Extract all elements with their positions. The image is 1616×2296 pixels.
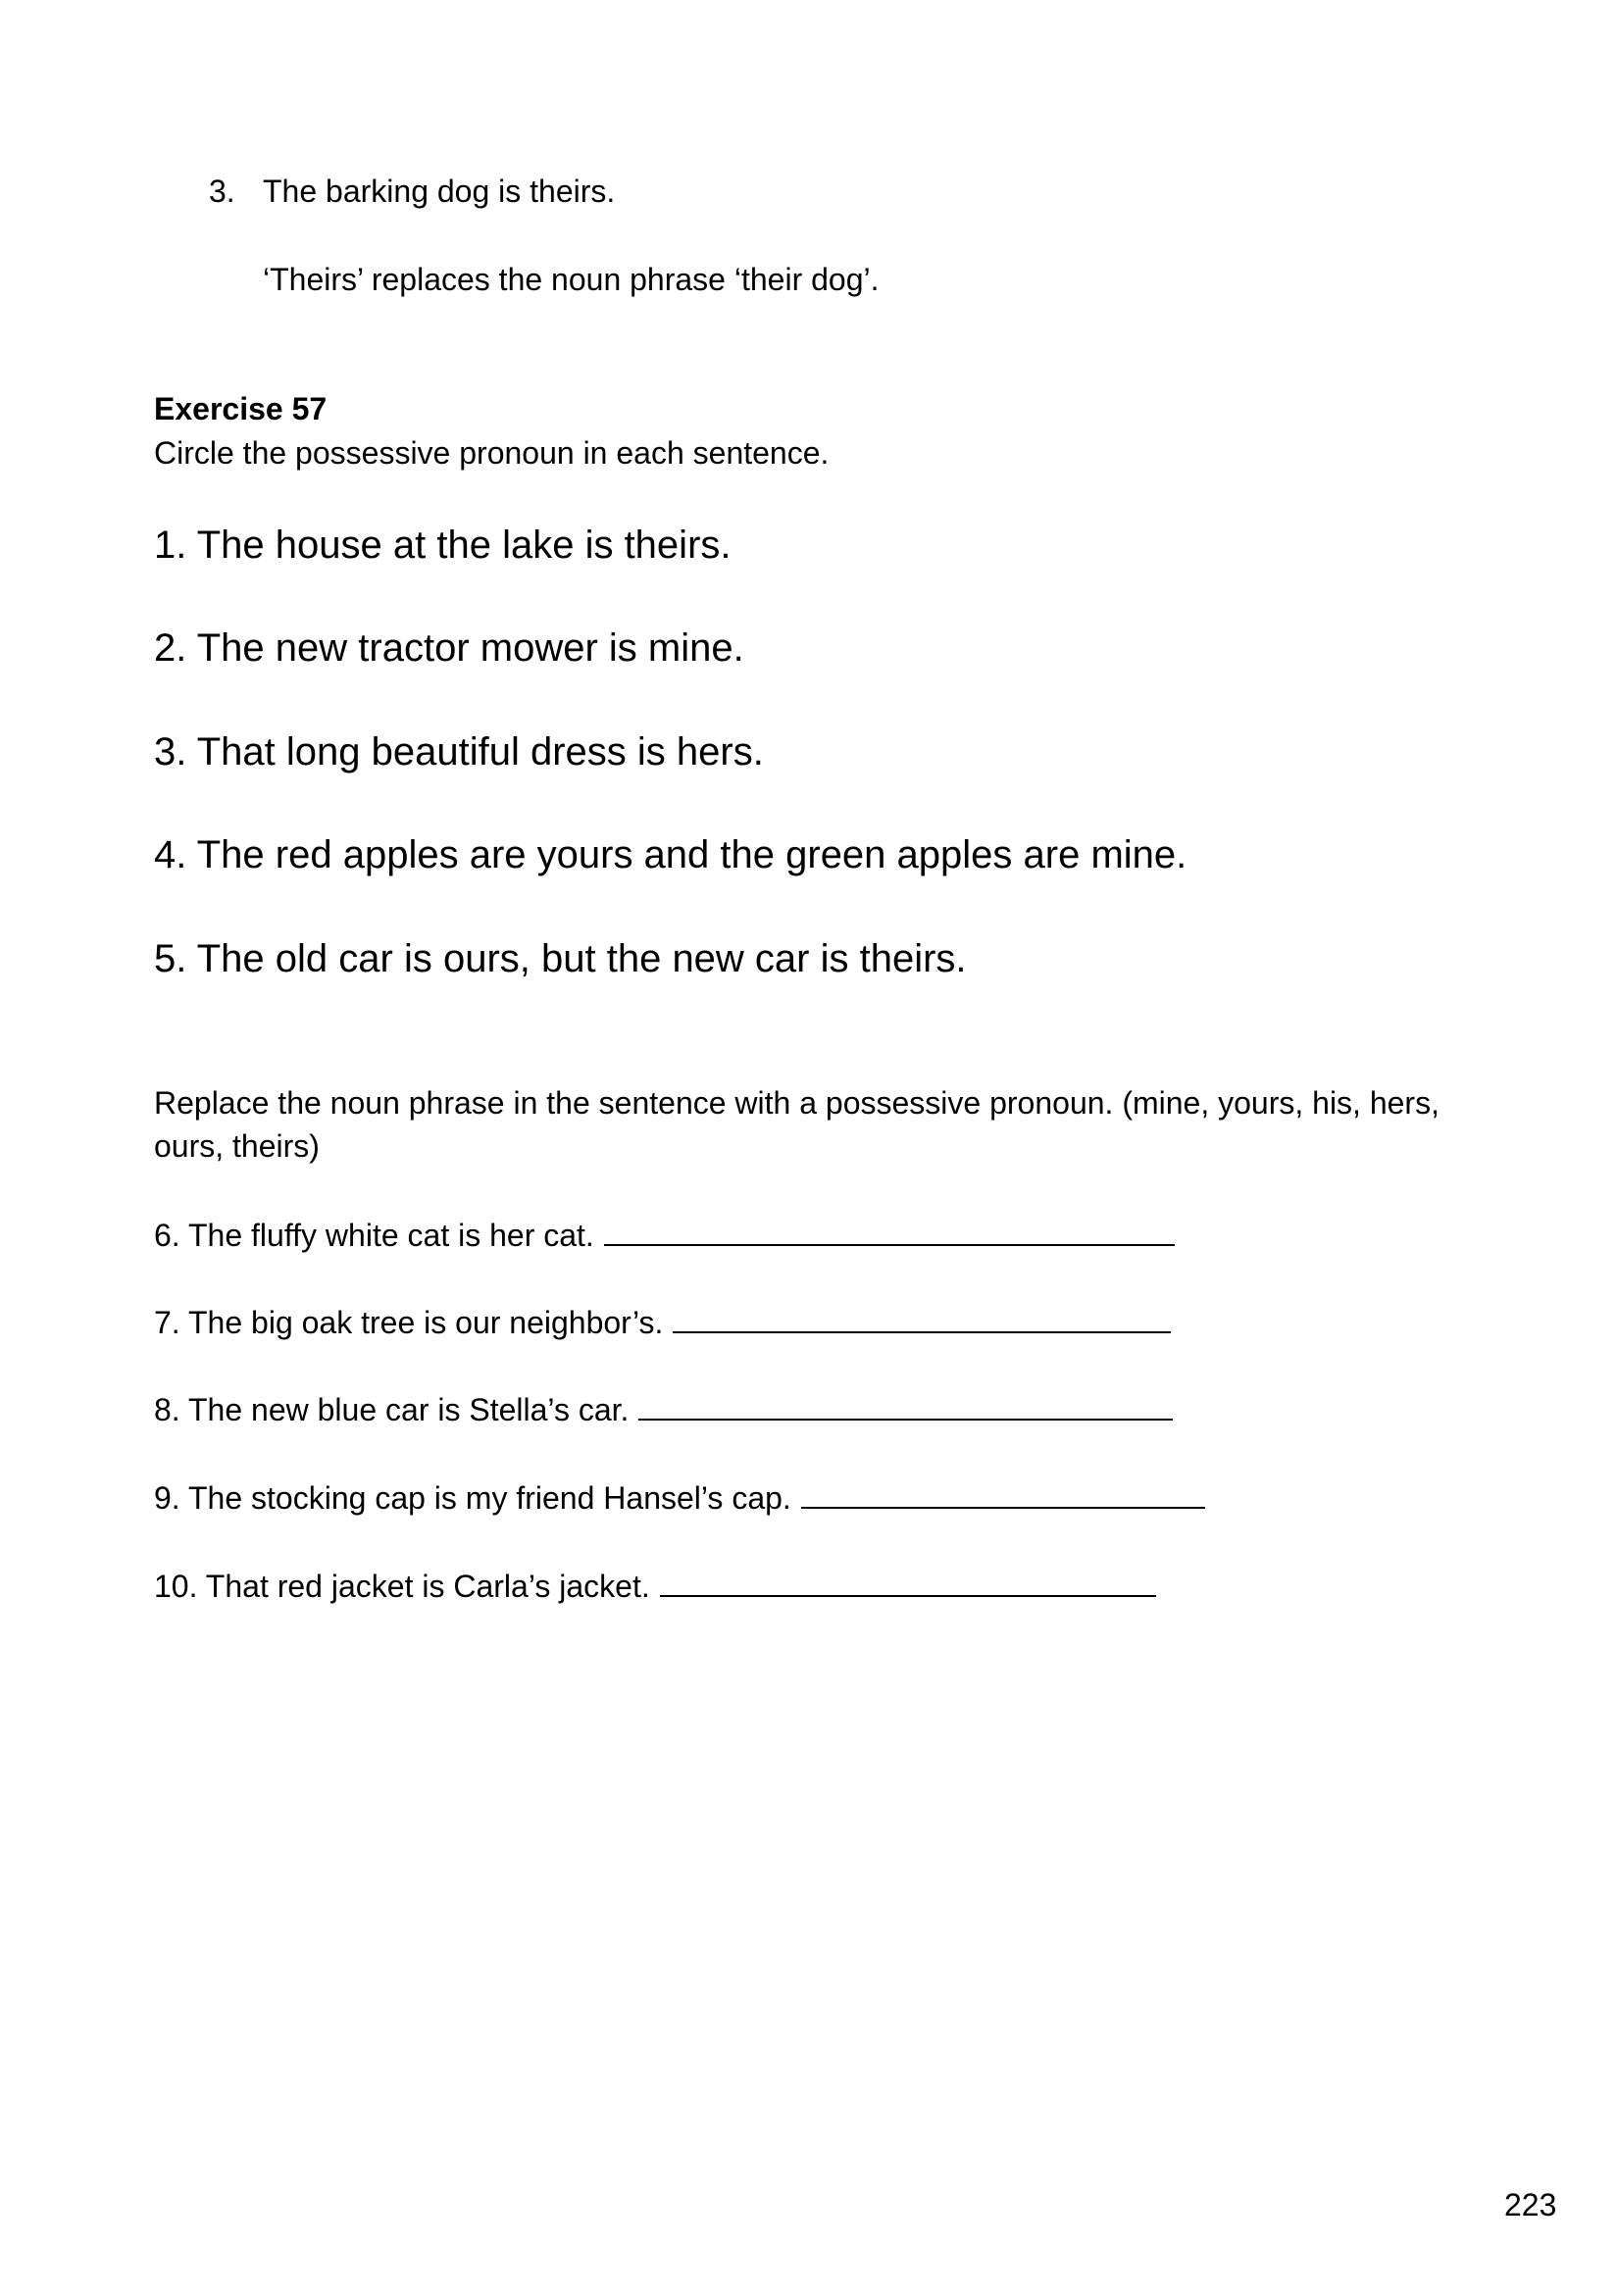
replace-item xyxy=(154,1215,1175,1255)
replace-item-text: 10. That red jacket is Carla’s jacket. xyxy=(154,1569,650,1604)
exercise-title: Exercise 57 xyxy=(154,391,328,426)
exercise-item: 1. The house at the lake is theirs. xyxy=(154,524,732,567)
example-explanation: ‘Theirs’ replaces the noun phrase ‘their dog’. xyxy=(263,262,880,297)
example-number: 3. xyxy=(209,174,235,209)
replace-item xyxy=(154,1477,1205,1518)
answer-blank[interactable] xyxy=(604,1215,1175,1246)
replace-item-text: 8. The new blue car is Stella’s car. xyxy=(154,1392,630,1427)
answer-blank[interactable] xyxy=(638,1389,1173,1421)
answer-blank[interactable] xyxy=(660,1566,1156,1597)
replace-item xyxy=(154,1389,1173,1429)
exercise-item: 2. The new tractor mower is mine. xyxy=(154,626,744,670)
exercise-item: 3. That long beautiful dress is hers. xyxy=(154,730,764,774)
replace-item-text: 9. The stocking cap is my friend Hansel’s cap. xyxy=(154,1480,791,1516)
replace-item-text: 6. The fluffy white cat is her cat. xyxy=(154,1218,594,1253)
page-number: 223 xyxy=(1504,2187,1557,2222)
example-sentence: The barking dog is theirs. xyxy=(263,174,616,209)
answer-blank[interactable] xyxy=(673,1302,1171,1333)
exercise-item: 4. The red apples are yours and the green apples are mine. xyxy=(154,833,1187,876)
replace-item xyxy=(154,1566,1156,1606)
exercise-instruction: Circle the possessive pronoun in each sentence. xyxy=(154,435,830,471)
replace-item xyxy=(154,1302,1171,1342)
replace-item-text: 7. The big oak tree is our neighbor’s. xyxy=(154,1305,664,1340)
replace-instruction-line2: ours, theirs) xyxy=(154,1128,320,1164)
exercise-item: 5. The old car is ours, but the new car is theirs. xyxy=(154,937,967,980)
answer-blank[interactable] xyxy=(801,1477,1205,1509)
replace-instruction-line1: Replace the noun phrase in the sentence with a possessive pronoun. (mine, yours, his, hers, xyxy=(154,1085,1439,1121)
